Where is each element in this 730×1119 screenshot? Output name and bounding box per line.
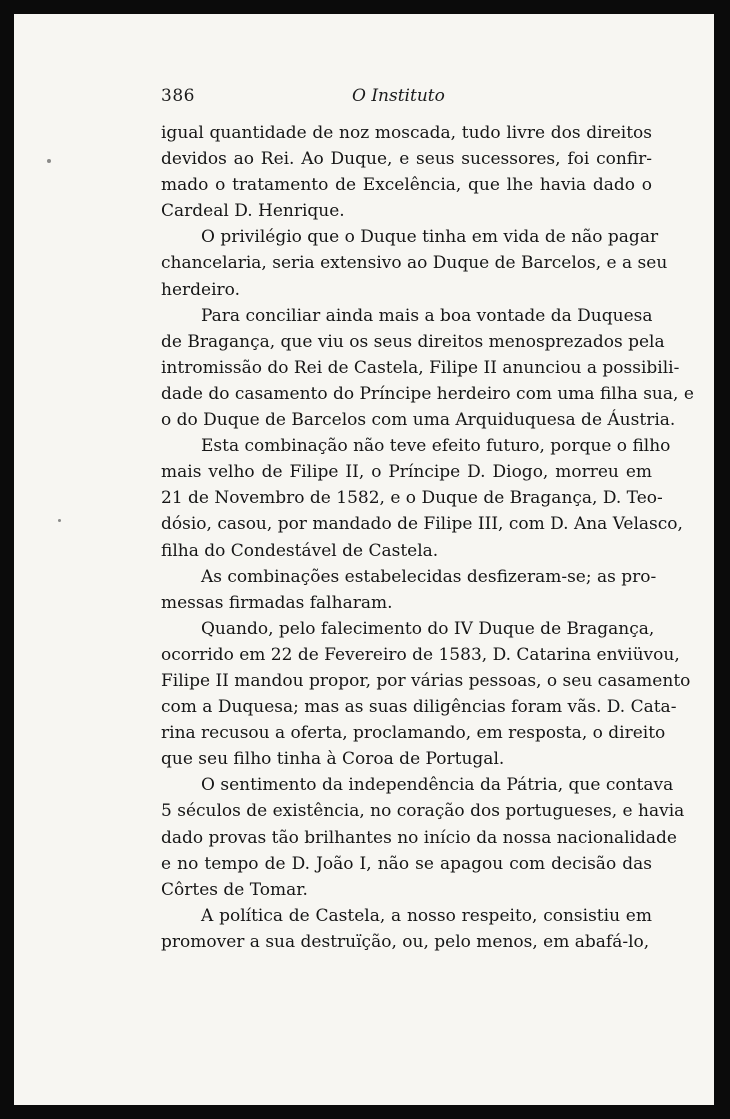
text-line: 21 de Novembro de 1582, e o Duque de Bragança, D. Teo- xyxy=(161,488,663,509)
text-line: filha do Condestável de Castela. xyxy=(161,540,439,561)
text-line: e no tempo de D. João I, não se apagou com decisão das xyxy=(161,853,652,874)
text-line: mais velho de Filipe II, o Príncipe D. Diogo, morreu em xyxy=(161,462,652,483)
paragraph xyxy=(161,303,694,433)
text-line: devidos ao Rei. Ao Duque, e seus sucessores, foi confir- xyxy=(161,149,652,170)
text-line: 5 séculos de existência, no coração dos portugueses, e havia xyxy=(161,801,685,822)
text-line: O sentimento da independência da Pátria, que contava xyxy=(201,775,674,796)
text-line: que seu filho tinha à Coroa de Portugal. xyxy=(161,749,505,770)
text-line: dósio, casou, por mandado de Filipe III, com D. Ana Velasco, xyxy=(161,514,683,535)
text-line: mado o tratamento de Excelência, que lhe havia dado o xyxy=(161,175,652,196)
text-line: A política de Castela, a nosso respeito, consistiu em xyxy=(201,905,652,926)
text-line: rina recusou a oferta, proclamando, em resposta, o direito xyxy=(161,723,666,744)
text-line: Quando, pelo falecimento do IV Duque de Bragança, xyxy=(201,618,655,639)
text-line: promover a sua destruïção, ou, pelo menos, em abafá-lo, xyxy=(161,931,650,952)
text-line: dade do casamento do Príncipe herdeiro com uma filha sua, e xyxy=(161,383,694,404)
text-line: Côrtes de Tomar. xyxy=(161,879,308,900)
text-line: Para conciliar ainda mais a boa vontade da Duquesa xyxy=(201,305,653,326)
text-line: igual quantidade de noz moscada, tudo livre dos direitos xyxy=(161,123,652,143)
text-line: O privilégio que o Duque tinha em vida de não pagar xyxy=(201,227,659,248)
paragraph xyxy=(161,616,691,773)
text-line: Esta combinação não teve efeito futuro, porque o filho xyxy=(201,436,671,457)
text-line: messas firmadas falharam. xyxy=(161,592,393,613)
text-line: intromissão do Rei de Castela, Filipe II anunciou a possibili- xyxy=(161,357,680,378)
text-line: Filipe II mandou propor, por várias pessoas, o seu casamento xyxy=(161,670,691,691)
text-line: Cardeal D. Henrique. xyxy=(161,201,345,222)
text-line: chancelaria, seria extensivo ao Duque de Barcelos, e a seu xyxy=(161,253,668,274)
print-speck xyxy=(58,519,61,522)
paragraph xyxy=(161,564,657,616)
text-line: As combinações estabelecidas desfizeram-se; as pro- xyxy=(201,566,657,587)
book-page xyxy=(14,14,714,1105)
text-line: com a Duquesa; mas as suas diligências foram vãs. D. Cata- xyxy=(161,697,677,718)
text-line: o do Duque de Barcelos com uma Arquiduquesa de Áustria. xyxy=(161,410,676,431)
text-line: de Bragança, que viu os seus direitos menosprezados pela xyxy=(161,331,665,352)
paragraph xyxy=(161,772,685,902)
paragraph xyxy=(161,903,652,955)
paragraph xyxy=(161,224,668,302)
paragraph xyxy=(161,120,652,224)
text-line: ocorrido em 22 de Fevereiro de 1583, D. Catarina enviüvou, xyxy=(161,644,680,665)
paragraph xyxy=(161,433,683,563)
print-speck xyxy=(47,159,51,163)
text-line: herdeiro. xyxy=(161,279,240,300)
text-line: dado provas tão brilhantes no início da nossa nacionalidade xyxy=(161,827,677,848)
body-text xyxy=(161,120,694,955)
page-number: 386 xyxy=(161,86,195,106)
running-title: O Instituto xyxy=(352,86,445,106)
